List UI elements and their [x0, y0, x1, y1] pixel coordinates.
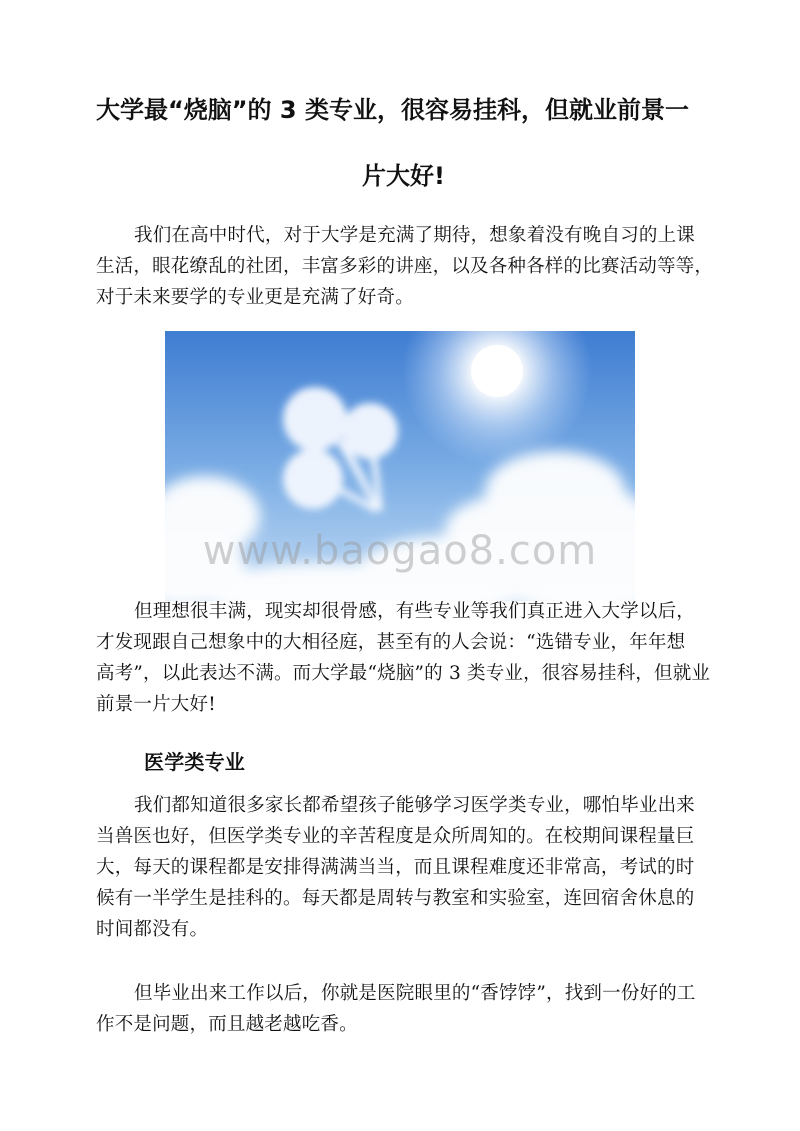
paragraph-ideal-reality — [96, 596, 716, 720]
paragraph-line: 才发现跟自己想象中的大相径庭，甚至有的人会说：“选错专业，年年想 — [96, 632, 686, 653]
paragraph-line: 对于未来要学的专业更是充满了好奇。 — [96, 287, 414, 308]
paragraph-line: 我们在高中时代，对于大学是充满了期待，想象着没有晚自习的上课 — [134, 225, 696, 246]
paragraph-career — [96, 978, 716, 1040]
paragraph-intro — [96, 220, 716, 313]
paragraph-line: 高考”，以此表达不满。而大学最“烧脑”的 3 类专业，很容易挂科，但就业 — [96, 663, 711, 684]
paragraph-line: 我们都知道很多家长都希望孩子能够学习医学类专业，哪怕毕业出来 — [134, 795, 696, 816]
watermark: www.baogao8.com — [202, 528, 598, 574]
paragraph-line: 前景一片大好! — [96, 694, 216, 715]
paragraph-medicine — [96, 790, 716, 945]
paragraph-line: 生活，眼花缭乱的社团，丰富多彩的讲座，以及各种各样的比赛活动等等， — [96, 256, 714, 277]
section-heading: 医学类专业 — [144, 750, 245, 774]
paragraph-line: 当兽医也好，但医学类专业的辛苦程度是众所周知的。在校期间课程量巨 — [96, 826, 695, 847]
paragraph-line: 大，每天的课程都是安排得满满当当，而且课程难度还非常高，考试的时 — [96, 857, 695, 878]
paragraph-line: 候有一半学生是挂科的。每天都是周转与教室和实验室，连回宿舍休息的 — [96, 888, 695, 909]
document-title-line1: 大学最“烧脑”的 3 类专业，很容易挂科，但就业前景一 — [96, 96, 689, 124]
paragraph-line: 但理想很丰满，现实却很骨感，有些专业等我们真正进入大学以后， — [134, 601, 696, 622]
paragraph-line: 但毕业出来工作以后，你就是医院眼里的“香饽饽”，找到一份好的工 — [134, 983, 696, 1004]
paragraph-line: 时间都没有。 — [96, 919, 209, 940]
document-title-line2: 片大好! — [362, 162, 445, 190]
paragraph-line: 作不是问题，而且越老越吃香。 — [96, 1014, 358, 1035]
